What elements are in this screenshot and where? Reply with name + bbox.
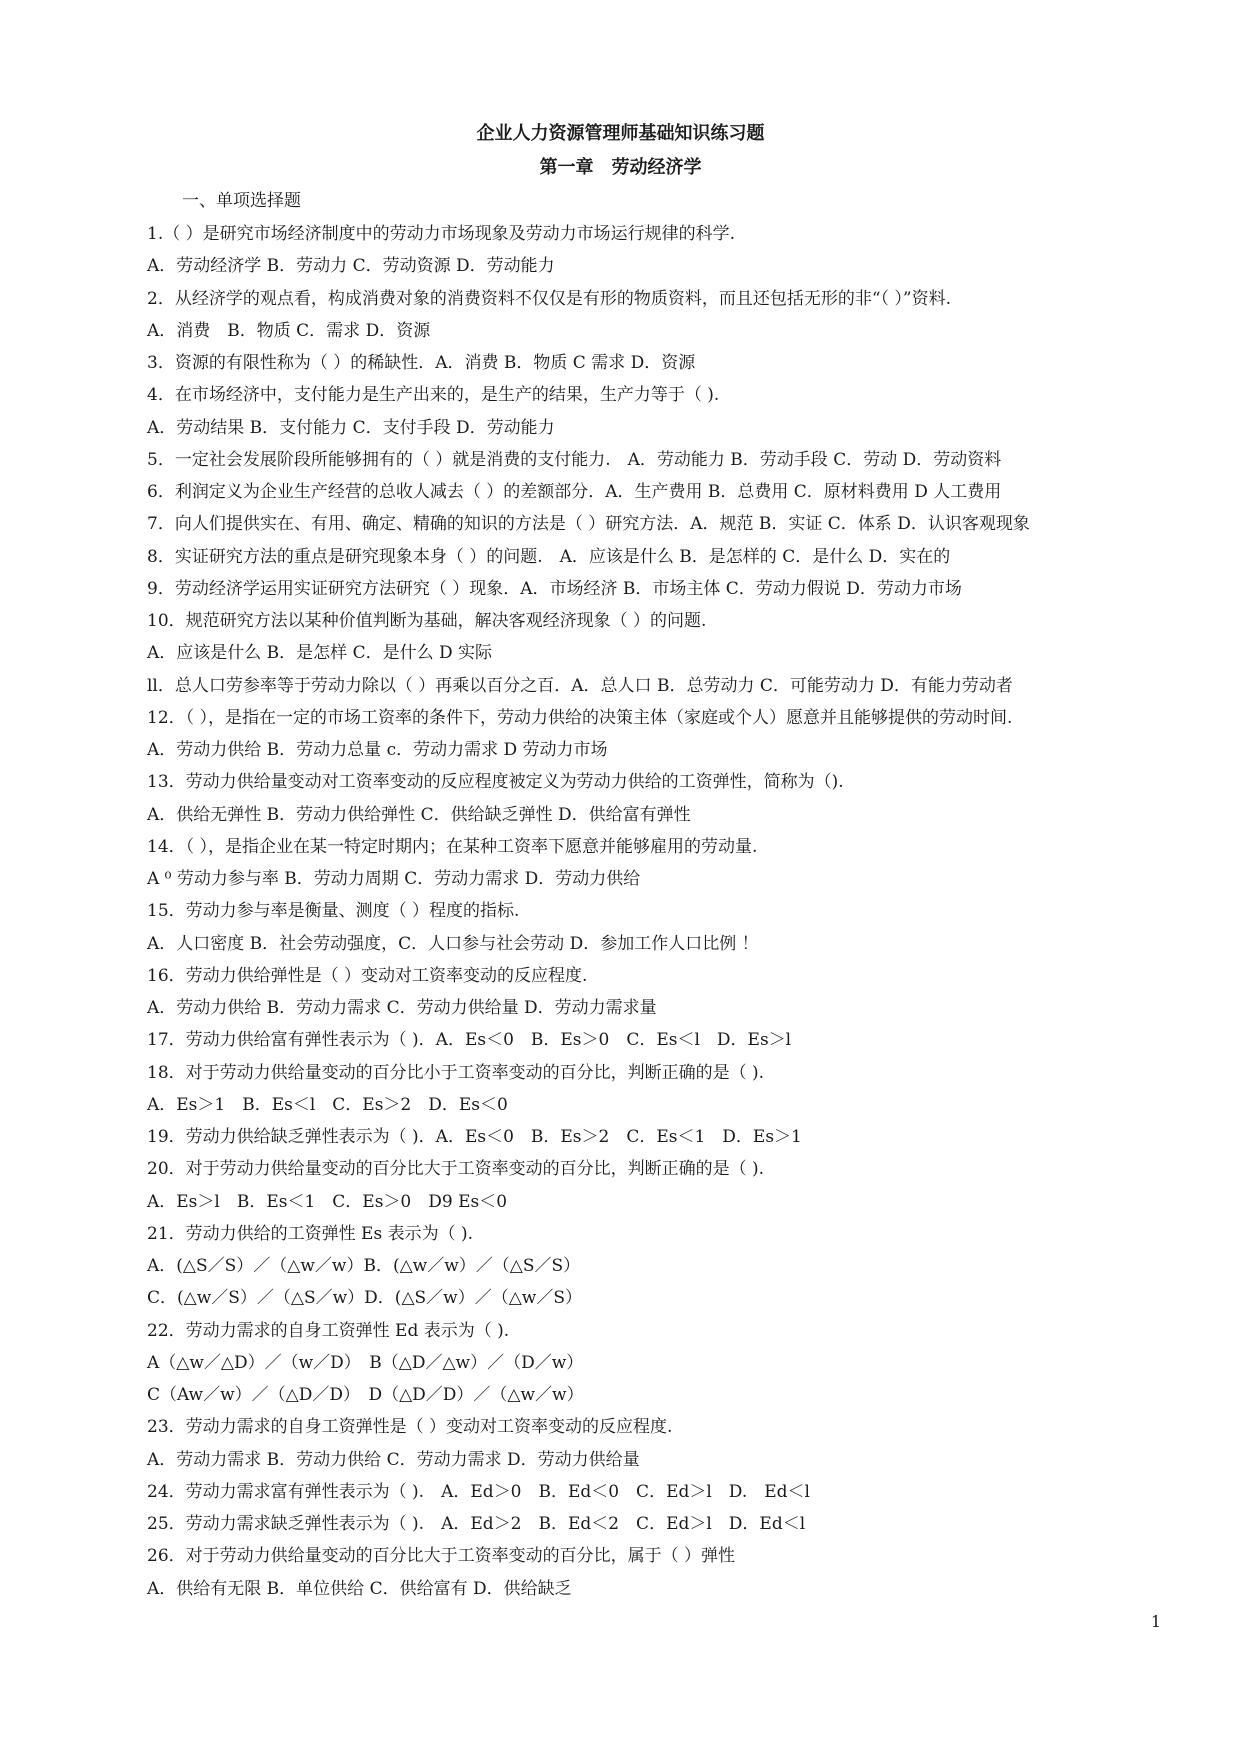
question-line: A．消费 B．物质 C．需求 D．资源 xyxy=(147,320,431,341)
section-heading: 一、单项选择题 xyxy=(182,191,301,211)
question-line: 8．实证研究方法的重点是研究现象本身（ ）的问题. A．应该是什么 B．是怎样的 C．是什么 D．实在的 xyxy=(147,546,951,567)
page-number: 1 xyxy=(1150,1612,1161,1631)
question-line: 20．对于劳动力供给量变动的百分比大于工资率变动的百分比，判断正确的是（ ). xyxy=(147,1159,765,1180)
document-title: 企业人力资源管理师基础知识练习题 xyxy=(476,123,765,144)
question-line: 10．规范研究方法以某种价值判断为基础，解决客观经济现象（ ）的问题. xyxy=(147,611,707,631)
question-line: 13．劳动力供给量变动对工资率变动的反应程度被定义为劳动力供给的工资弹性，简称为（). xyxy=(147,772,844,793)
question-line: A．劳动力供给 B．劳动力需求 C．劳动力供给量 D．劳动力需求量 xyxy=(147,998,657,1018)
question-line: 9．劳动经济学运用实证研究方法研究（ ）现象．A．市场经济 B．市场主体 C．劳动力假说 D．劳动力市场 xyxy=(147,578,962,599)
question-line: C（Aw／w）／（△D／D） D（△D／D）／（△w／w） xyxy=(147,1385,584,1405)
question-line: A．Es＞1 B．Es＜l C．Es＞2 D．Es＜0 xyxy=(147,1094,508,1115)
question-line: 3．资源的有限性称为（ ）的稀缺性．A．消费 B．物质 C 需求 D．资源 xyxy=(147,353,696,373)
question-line: 25．劳动力需求缺乏弹性表示为（ ). A．Ed＞2 B．Ed＜2 C．Ed＞l D．Ed＜l xyxy=(147,1514,806,1534)
question-line: A．人口密度 B．社会劳动强度，C．人口参与社会劳动 D．参加工作人口比例 ！ xyxy=(147,933,759,954)
question-line: A．应该是什么 B．是怎样 C．是什么 D 实际 xyxy=(147,643,493,664)
question-line: 5．一定社会发展阶段所能够拥有的（ ）就是消费的支付能力. A．劳动能力 B．劳动手段 C．劳动 D．劳动资料 xyxy=(147,449,1002,470)
question-line: 19．劳动力供给缺乏弹性表示为（ )．A．Es＜0 B．Es＞2 C．Es＜1 D．Es＞1 xyxy=(147,1127,802,1147)
question-line: C．(△w／S）／（△S／w）D．(△S／w）／（△w／S） xyxy=(147,1288,582,1309)
question-line: 21．劳动力供给的工资弹性 Es 表示为（ ). xyxy=(147,1223,474,1244)
question-list xyxy=(147,218,1207,1605)
question-line: A（△w／△D）／（w／D） B（△D／△w）／（D／w） xyxy=(147,1352,584,1373)
question-line: 26．对于劳动力供给量变动的百分比大于工资率变动的百分比，属于（ ）弹性 xyxy=(147,1546,736,1567)
question-line: A．劳动力需求 B．劳动力供给 C．劳动力需求 D．劳动力供给量 xyxy=(147,1449,640,1470)
question-line: 17．劳动力供给富有弹性表示为（ )．A．Es＜0 B．Es＞0 C．Es＜l D．Es＞l xyxy=(147,1030,792,1051)
question-line: 4．在市场经济中，支付能力是生产出来的，是生产的结果，生产力等于（ ). xyxy=(147,385,720,406)
question-line: A．供给无弹性 B．劳动力供给弹性 C．供给缺乏弹性 D．供给富有弹性 xyxy=(147,804,691,825)
question-line: 22．劳动力需求的自身工资弹性 Ed 表示为（ ). xyxy=(147,1320,510,1341)
question-line: 2．从经济学的观点看，构成消费对象的消费资料不仅仅是有形的物质资料，而且还包括无形的非“（ ）”资料. xyxy=(147,288,952,309)
question-line: A．劳动力供给 B．劳动力总量 c．劳动力需求 D 劳动力市场 xyxy=(147,740,608,760)
question-line: A．劳动经济学 B．劳动力 C．劳动资源 D．劳动能力 xyxy=(147,256,555,277)
chapter-title: 第一章 劳动经济学 xyxy=(539,157,702,178)
question-line: 6．利润定义为企业生产经营的总收人减去（ ）的差额部分．A．生产费用 B．总费用 C．原材料费用 D 人工费用 xyxy=(147,482,1002,502)
question-line: 7．向人们提供实在、有用、确定、精确的知识的方法是（ ）研究方法．A．规范 B．实证 C．体系 D．认识客观现象 xyxy=(147,514,1030,535)
question-line: 14．（ ），是指企业在某一特定时期内；在某种工资率下愿意并能够雇用的劳动量. xyxy=(147,836,758,857)
question-line: 23．劳动力需求的自身工资弹性是（ ）变动对工资率变动的反应程度. xyxy=(147,1417,673,1438)
question-line: A ⁰ 劳动力参与率 B．劳动力周期 C．劳动力需求 D．劳动力供给 xyxy=(147,869,641,889)
question-line: A．劳动结果 B．支付能力 C．支付手段 D．劳动能力 xyxy=(147,417,555,438)
question-line: 24．劳动力需求富有弹性表示为（ ). A．Ed＞0 B．Ed＜0 C．Ed＞l D. Ed＜l xyxy=(147,1481,810,1502)
question-line: A．(△S／S）／（△w／w）B．(△w／w）／（△S／S） xyxy=(147,1256,581,1276)
question-line: 18．对于劳动力供给量变动的百分比小于工资率变动的百分比，判断正确的是（ ). xyxy=(147,1062,765,1083)
question-line: A．Es＞l B．Es＜1 C．Es＞0 D9 Es＜0 xyxy=(147,1191,508,1212)
question-line: A．供给有无限 B．单位供给 C．供给富有 D．供给缺乏 xyxy=(147,1578,572,1599)
question-line: ll．总人口劳参率等于劳动力除以（ ）再乘以百分之百．A．总人口 B．总劳动力 C．可能劳动力 D．有能力劳动者 xyxy=(147,675,1013,696)
question-line: 1.（ ）是研究市场经济制度中的劳动力市场现象及劳动力市场运行规律的科学. xyxy=(147,224,736,244)
question-line: 15．劳动力参与率是衡量、测度（ ）程度的指标. xyxy=(147,901,520,922)
question-line: 16．劳动力供给弹性是（ ）变动对工资率变动的反应程度. xyxy=(147,965,588,986)
question-line: 12．（ ），是指在一定的市场工资率的条件下，劳动力供给的决策主体（家庭或个人）愿意并且能够提供的劳动时间. xyxy=(147,707,1013,728)
